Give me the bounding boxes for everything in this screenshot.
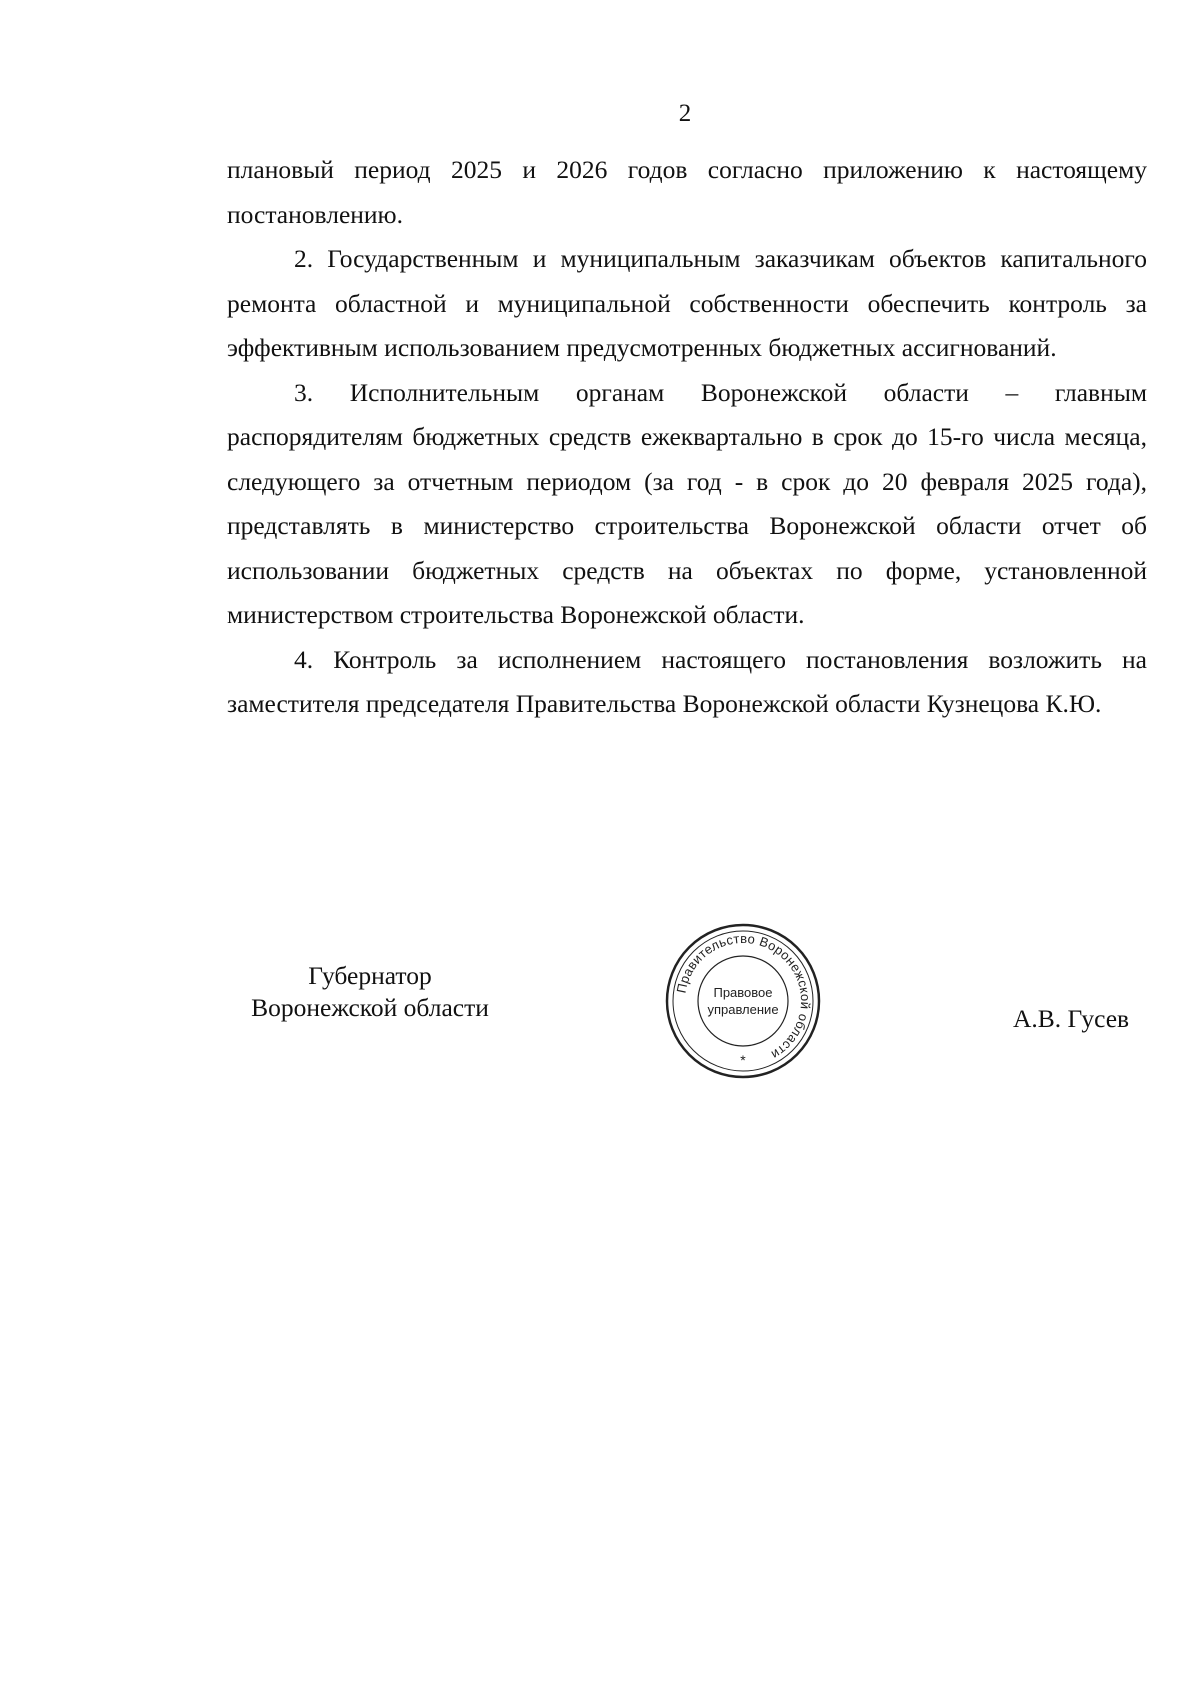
official-seal bbox=[663, 921, 823, 1081]
paragraph-item-2: 2. Государственным и муниципальным заказчикам объектов капитального ремонта областной и муниципальной собственности обеспечить контроль за эффективным использованием предусмотренных бюджетных ассигнований. bbox=[227, 244, 1147, 362]
seal-star: * bbox=[740, 1052, 746, 1068]
seal-center-line1: Правовое bbox=[713, 985, 773, 1000]
paragraph-continuation: плановый период 2025 и 2026 годов согласно приложению к настоящему постановлению. bbox=[227, 155, 1147, 229]
signatory-title-line2: Воронежской области bbox=[251, 993, 489, 1022]
paragraph-item-3: 3. Исполнительным органам Воронежской области – главным распорядителям бюджетных средств ежеквартально в срок до 15-го числа месяца, следующего за отчетным периодом (за год - в срок до 20 февраля 2025 года), представлять в министерство строительства Воронежской области отчет об использовании бюджетных средств на объектах по форме, установленной министерством строительства Воронежской области. bbox=[227, 377, 1147, 629]
seal-ring-text: Правительство Воронежской области bbox=[673, 930, 814, 1063]
signatory-name: А.В. Гусев bbox=[1013, 1004, 1130, 1033]
seal-center-line2: управление bbox=[707, 1002, 779, 1017]
paragraph-item-4: 4. Контроль за исполнением настоящего постановления возложить на заместителя председателя Правительства Воронежской области Кузнецова К.Ю. bbox=[227, 644, 1147, 718]
signatory-title-line1: Губернатор bbox=[308, 961, 432, 990]
signatory-title bbox=[230, 960, 510, 1024]
document-body bbox=[227, 148, 1147, 727]
page-number: 2 bbox=[678, 100, 692, 127]
